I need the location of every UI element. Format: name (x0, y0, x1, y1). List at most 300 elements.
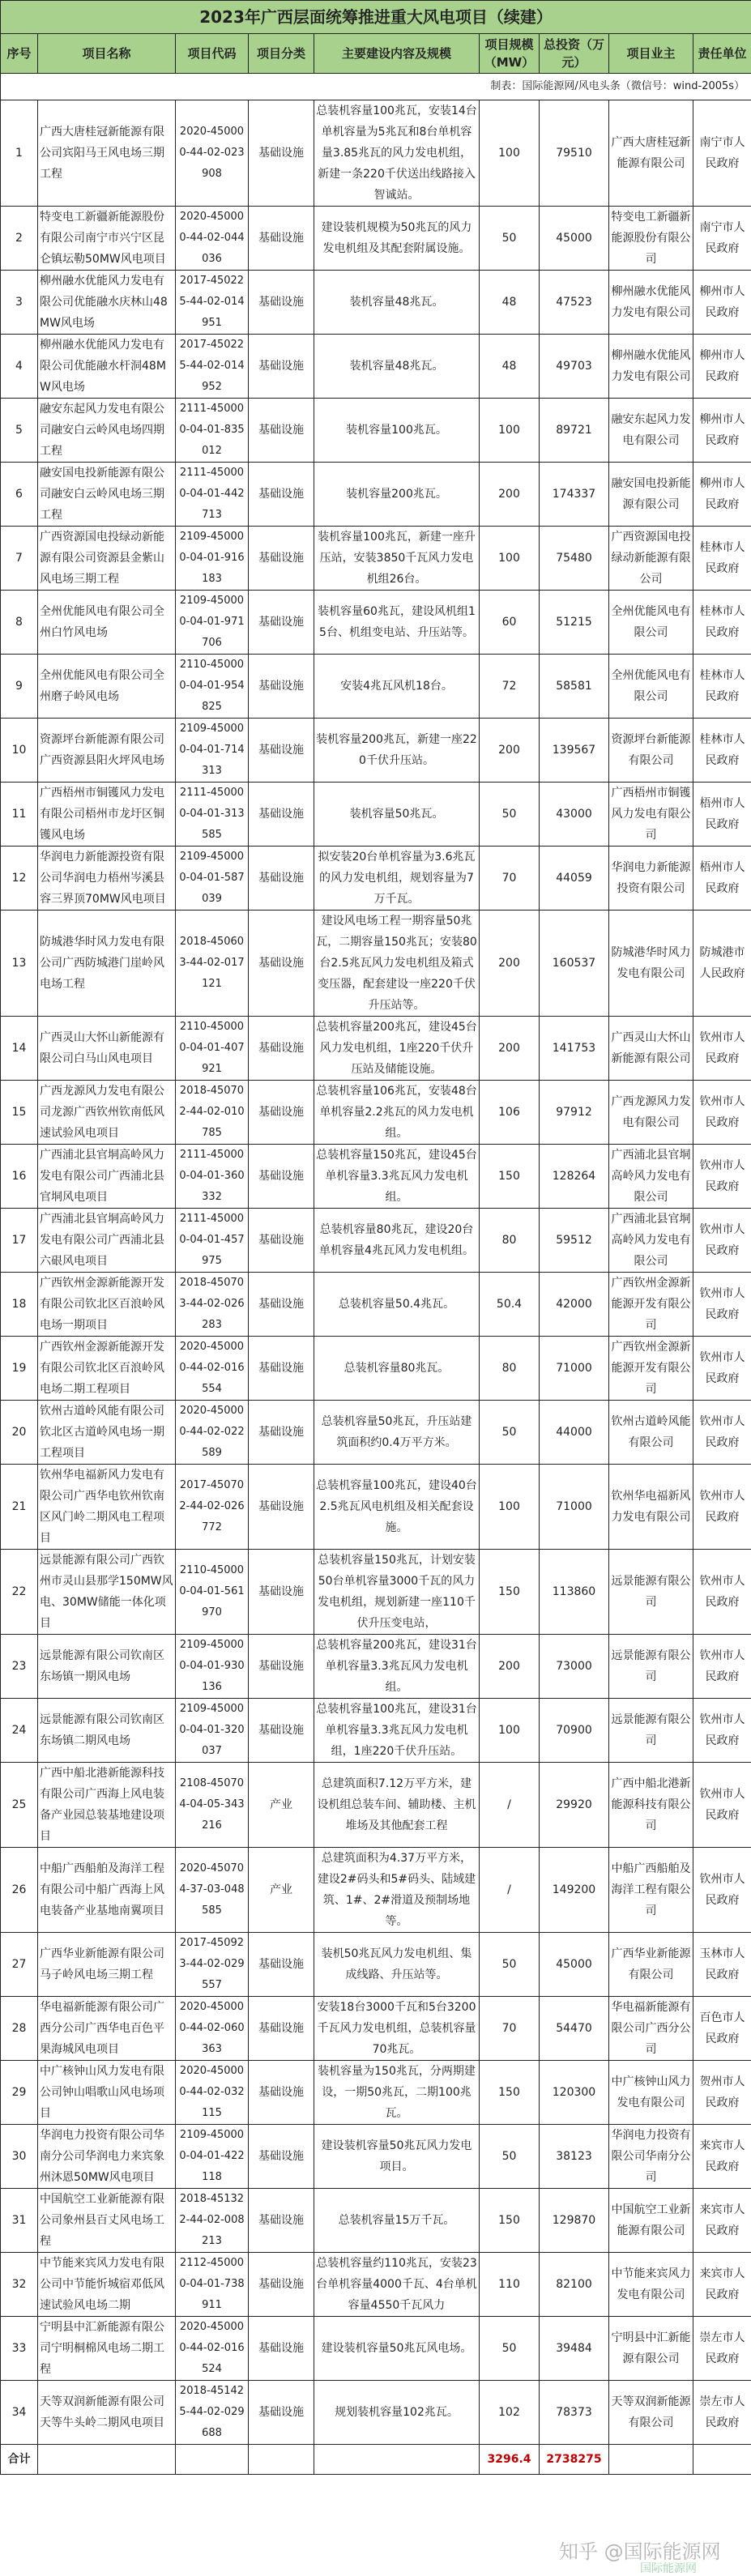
project-name: 柳州融水优能风力发电有限公司优能融水庆林山48MW风电场 (38, 271, 176, 335)
project-scale: 48 (480, 271, 540, 335)
table-row (1, 1145, 751, 1209)
project-scale: 106 (480, 1081, 540, 1145)
responsible-unit: 钦州市人民政府 (693, 1145, 751, 1209)
construction-content: 安装18台3000千瓦和5台3200千瓦风力发电机组，总装机容量70兆瓦。 (314, 1997, 480, 2061)
empty-cell (693, 2445, 751, 2475)
project-scale: 200 (480, 1635, 540, 1699)
project-category: 基础设施 (249, 527, 314, 591)
project-scale: 200 (480, 1017, 540, 1081)
project-code: 2020-450704-37-03-048585 (176, 1848, 249, 1933)
project-scale: 200 (480, 719, 540, 783)
responsible-unit: 柳州市人民政府 (693, 271, 751, 335)
project-category: 基础设施 (249, 1465, 314, 1550)
table-row (1, 399, 751, 463)
project-name: 广西钦州金源新能源开发有限公司钦北区百浪岭风电场一期项目 (38, 1273, 176, 1337)
project-owner: 远景能源有限公司 (609, 1550, 693, 1635)
responsible-unit: 来宾市人民政府 (693, 2125, 751, 2189)
project-name: 特变电工新疆新能源股份有限公司南宁市兴宁区昆仑镇坛勒50MW风电项目 (38, 207, 176, 271)
project-scale: 50 (480, 1933, 540, 1997)
header-col-responsible: 责任单位 (693, 34, 751, 74)
project-name: 远景能源有限公司钦南区东场镇二期风电场 (38, 1699, 176, 1763)
table-row (1, 1209, 751, 1273)
project-scale: 100 (480, 1699, 540, 1763)
responsible-unit: 梧州市人民政府 (693, 783, 751, 847)
construction-content: 装机容量为150兆瓦，分两期建设，一期50兆瓦，二期100兆瓦。 (314, 2061, 480, 2125)
project-code: 2112-450000-04-01-738911 (176, 2253, 249, 2317)
project-scale: 50 (480, 783, 540, 847)
table-row (1, 100, 751, 207)
row-index: 27 (1, 1933, 38, 1997)
table-row (1, 271, 751, 335)
construction-content: 拟安装20台单机容量为3.6兆瓦的风力发电机组，规划容量为7万千瓦。 (314, 847, 480, 911)
project-scale: / (480, 1763, 540, 1848)
construction-content: 建设装机规模为50兆瓦的风力发电机组及其配套附属设施。 (314, 207, 480, 271)
project-name: 资源坪台新能源有限公司广西资源县阳火坪风电场 (38, 719, 176, 783)
table-row (1, 527, 751, 591)
project-owner: 广西资源国电投绿动新能源有限公司 (609, 527, 693, 591)
row-index: 32 (1, 2253, 38, 2317)
row-index: 16 (1, 1145, 38, 1209)
row-index: 22 (1, 1550, 38, 1635)
table-row (1, 2061, 751, 2125)
total-investment: 47523 (540, 271, 609, 335)
responsible-unit: 桂林市人民政府 (693, 655, 751, 719)
project-owner: 中船广西船舶及海洋工程有限公司 (609, 1848, 693, 1933)
project-owner: 华润电力新能源投资有限公司 (609, 847, 693, 911)
project-owner: 柳州融水优能风力发电有限公司 (609, 335, 693, 399)
project-name: 钦州华电福新风力发电有限公司广西华电钦州钦南区风门岭二期风电工程项目 (38, 1465, 176, 1550)
table-row (1, 1763, 751, 1848)
project-name: 广西大唐桂冠新能源有限公司宾阳马王风电场三期工程 (38, 100, 176, 207)
table-row (1, 1081, 751, 1145)
row-index: 28 (1, 1997, 38, 2061)
total-investment: 79510 (540, 100, 609, 207)
project-scale: 80 (480, 1209, 540, 1273)
construction-content: 总装机容量80兆瓦，建设20台单机容量4兆瓦风力发电机组。 (314, 1209, 480, 1273)
row-index: 1 (1, 100, 38, 207)
construction-content: 规划装机容量102兆瓦。 (314, 2381, 480, 2445)
project-category: 基础设施 (249, 1933, 314, 1997)
table-row (1, 911, 751, 1017)
responsible-unit: 钦州市人民政府 (693, 1550, 751, 1635)
project-category: 基础设施 (249, 1550, 314, 1635)
row-index: 13 (1, 911, 38, 1017)
responsible-unit: 崇左市人民政府 (693, 2381, 751, 2445)
empty-cell (609, 2445, 693, 2475)
project-category: 基础设施 (249, 1699, 314, 1763)
project-owner: 融安国电投新能源有限公司 (609, 463, 693, 527)
project-name: 广西灵山大怀山新能源有限公司白马山风电项目 (38, 1017, 176, 1081)
table-row (1, 2253, 751, 2317)
total-investment: 51215 (540, 591, 609, 655)
row-index: 33 (1, 2317, 38, 2381)
watermark-logo: 国际能源网 (640, 2560, 697, 2576)
table-row (1, 1933, 751, 1997)
project-category: 基础设施 (249, 1337, 314, 1401)
project-owner: 资源坪台新能源有限公司 (609, 719, 693, 783)
watermark: 知乎 @国际能源网 (559, 2535, 721, 2564)
project-code: 2020-450000-44-02-023908 (176, 100, 249, 207)
project-scale: 110 (480, 2253, 540, 2317)
project-scale: 50 (480, 2317, 540, 2381)
total-investment: 89721 (540, 399, 609, 463)
project-code: 2109-450000-04-01-916183 (176, 527, 249, 591)
construction-content: 总装机容量100兆瓦，建设40台2.5兆瓦风电机组及相关配套设施。 (314, 1465, 480, 1550)
project-name: 宁明县中汇新能源有限公司宁明桐棉风电场二期工程 (38, 2317, 176, 2381)
project-name: 广西钦州金源新能源开发有限公司钦北区百浪岭风电场二期工程项目 (38, 1337, 176, 1401)
project-scale: 48 (480, 335, 540, 399)
empty-cell (249, 2445, 314, 2475)
project-owner: 广西钦州金源新能源开发有限公司 (609, 1337, 693, 1401)
row-index: 11 (1, 783, 38, 847)
table-row (1, 783, 751, 847)
project-category: 基础设施 (249, 1209, 314, 1273)
total-investment: 45000 (540, 1933, 609, 1997)
row-index: 31 (1, 2189, 38, 2253)
construction-content: 建设风电场工程一期容量50兆瓦，二期容量150兆瓦；安装80台2.5兆瓦风力发电机组及箱式变压器，配套建设一座220千伏升压站等。 (314, 911, 480, 1017)
project-scale: 150 (480, 1145, 540, 1209)
project-name: 全州优能风电有限公司全州白竹风电场 (38, 591, 176, 655)
responsible-unit: 钦州市人民政府 (693, 1763, 751, 1848)
row-index: 7 (1, 527, 38, 591)
responsible-unit: 柳州市人民政府 (693, 335, 751, 399)
row-index: 30 (1, 2125, 38, 2189)
table-row (1, 463, 751, 527)
total-investment: 71000 (540, 1465, 609, 1550)
project-owner: 广西灵山大怀山新能源有限公司 (609, 1017, 693, 1081)
project-category: 基础设施 (249, 271, 314, 335)
header-col-content: 主要建设内容及规模 (314, 34, 480, 74)
table-row (1, 655, 751, 719)
header-col-investment: 总投资（万元） (540, 34, 609, 74)
project-scale: 50 (480, 2125, 540, 2189)
total-investment: 59512 (540, 1209, 609, 1273)
table-title: 2023年广西层面统筹推进重大风电项目（续建） (1, 1, 751, 34)
project-name: 华润电力新能源投资有限公司华润电力梧州岑溪县容三界顶70MW风电项目 (38, 847, 176, 911)
total-label: 合计 (1, 2445, 38, 2475)
project-category: 基础设施 (249, 1081, 314, 1145)
total-investment: 42000 (540, 1273, 609, 1337)
header-col-code: 项目代码 (176, 34, 249, 74)
project-scale: 102 (480, 2381, 540, 2445)
project-name: 融安东起风力发电有限公司融安白云岭风电场四期工程 (38, 399, 176, 463)
responsible-unit: 南宁市人民政府 (693, 207, 751, 271)
row-index: 18 (1, 1273, 38, 1337)
row-index: 29 (1, 2061, 38, 2125)
project-scale: 50 (480, 207, 540, 271)
total-investment: 82100 (540, 2253, 609, 2317)
project-code: 2109-450000-04-01-930136 (176, 1635, 249, 1699)
responsible-unit: 钦州市人民政府 (693, 1465, 751, 1550)
total-investment: 149200 (540, 1848, 609, 1933)
row-index: 9 (1, 655, 38, 719)
project-code: 2111-450000-04-01-442713 (176, 463, 249, 527)
project-code: 2109-450000-04-01-714313 (176, 719, 249, 783)
construction-content: 建设装机容量50兆瓦风力发电项目。 (314, 2125, 480, 2189)
project-owner: 特变电工新疆新能源股份有限公司 (609, 207, 693, 271)
project-category: 基础设施 (249, 2189, 314, 2253)
project-scale: 150 (480, 2189, 540, 2253)
project-category: 产业 (249, 1848, 314, 1933)
project-owner: 远景能源有限公司 (609, 1635, 693, 1699)
project-owner: 天等双润新能源有限公司 (609, 2381, 693, 2445)
empty-cell (314, 2445, 480, 2475)
project-scale: 72 (480, 655, 540, 719)
construction-content: 装机容量48兆瓦。 (314, 271, 480, 335)
responsible-unit: 钦州市人民政府 (693, 1699, 751, 1763)
project-scale: 200 (480, 911, 540, 1017)
project-code: 2018-450703-44-02-026283 (176, 1273, 249, 1337)
construction-content: 总装机容量150兆瓦，计划安装50台单机容量3000千瓦的风力发电机组，规划新建一座110千伏升压变电站， (314, 1550, 480, 1635)
total-investment: 29920 (540, 1763, 609, 1848)
project-owner: 广西中船北港新能源科技有限公司 (609, 1763, 693, 1848)
project-code: 2110-450000-04-01-407921 (176, 1017, 249, 1081)
project-category: 基础设施 (249, 2381, 314, 2445)
project-scale: 70 (480, 847, 540, 911)
project-category: 基础设施 (249, 1997, 314, 2061)
project-category: 基础设施 (249, 2253, 314, 2317)
row-index: 19 (1, 1337, 38, 1401)
total-investment: 39484 (540, 2317, 609, 2381)
project-owner: 中国航空工业新能源有限公司 (609, 2189, 693, 2253)
total-investment: 71000 (540, 1337, 609, 1401)
table-row (1, 1273, 751, 1337)
construction-content: 总装机容量约110兆瓦，安装23台单机容量4000千瓦、4台单机容量4550千瓦风力 (314, 2253, 480, 2317)
project-code: 2018-450603-44-02-017121 (176, 911, 249, 1017)
responsible-unit: 崇左市人民政府 (693, 2317, 751, 2381)
total-investment: 128264 (540, 1145, 609, 1209)
table-row (1, 1635, 751, 1699)
project-owner: 广西大唐桂冠新能源有限公司 (609, 100, 693, 207)
project-owner: 防城港华时风力发电有限公司 (609, 911, 693, 1017)
project-category: 基础设施 (249, 1017, 314, 1081)
project-name: 防城港华时风力发电有限公司广西防城港门崖岭风电场工程 (38, 911, 176, 1017)
total-investment: 44059 (540, 847, 609, 911)
construction-content: 总装机容量15万千瓦。 (314, 2189, 480, 2253)
table-row (1, 1848, 751, 1933)
total-investment: 44000 (540, 1401, 609, 1465)
total-row (1, 2445, 751, 2475)
table-row (1, 207, 751, 271)
row-index: 3 (1, 271, 38, 335)
project-owner: 华润电力投资有限公司华南分公司 (609, 2125, 693, 2189)
project-category: 基础设施 (249, 463, 314, 527)
total-investment: 129870 (540, 2189, 609, 2253)
project-code: 2111-450000-04-01-457975 (176, 1209, 249, 1273)
total-investment: 49703 (540, 335, 609, 399)
project-category: 基础设施 (249, 1145, 314, 1209)
project-category: 基础设施 (249, 1635, 314, 1699)
project-code: 2110-450000-04-01-954825 (176, 655, 249, 719)
row-index: 4 (1, 335, 38, 399)
table-row (1, 1465, 751, 1550)
total-investment: 2738275 (540, 2445, 609, 2475)
project-scale: 100 (480, 527, 540, 591)
project-owner: 融安东起风力发电有限公司 (609, 399, 693, 463)
total-investment: 78373 (540, 2381, 609, 2445)
project-owner: 广西浦北县官垌高岭风力发电有限公司 (609, 1209, 693, 1273)
project-owner: 广西华业新能源有限公司 (609, 1933, 693, 1997)
project-code: 2018-450702-44-02-010785 (176, 1081, 249, 1145)
table-row (1, 1997, 751, 2061)
empty-cell (176, 2445, 249, 2475)
row-index: 6 (1, 463, 38, 527)
project-name: 全州优能风电有限公司全州磨子岭风电场 (38, 655, 176, 719)
responsible-unit: 钦州市人民政府 (693, 1273, 751, 1337)
responsible-unit: 钦州市人民政府 (693, 1337, 751, 1401)
project-code: 2018-451322-44-02-008213 (176, 2189, 249, 2253)
header-col-category: 项目分类 (249, 34, 314, 74)
source-note: 制表：国际能源网/风电头条（微信号：wind-2005s） (1, 74, 751, 100)
construction-content: 总装机容量50兆瓦，升压站建筑面积约0.4万平方米。 (314, 1401, 480, 1465)
project-category: 基础设施 (249, 847, 314, 911)
table-row (1, 2189, 751, 2253)
project-name: 融安国电投新能源有限公司融安白云岭风电场三期工程 (38, 463, 176, 527)
responsible-unit: 钦州市人民政府 (693, 1209, 751, 1273)
project-name: 广西华业新能源有限公司马子岭风电场三期工程 (38, 1933, 176, 1997)
total-investment: 73000 (540, 1635, 609, 1699)
project-code: 2110-450000-04-01-561970 (176, 1550, 249, 1635)
project-name: 华电福新能源有限公司广西分公司广西华电百色平果海城风电项目 (38, 1997, 176, 2061)
project-category: 基础设施 (249, 911, 314, 1017)
project-category: 基础设施 (249, 2125, 314, 2189)
row-index: 34 (1, 2381, 38, 2445)
table-row (1, 2317, 751, 2381)
total-investment: 160537 (540, 911, 609, 1017)
project-owner: 中节能来宾风力发电有限公司 (609, 2253, 693, 2317)
construction-content: 总装机容量150兆瓦，建设45台单机容量3.3兆瓦风力发电机组。 (314, 1145, 480, 1209)
total-investment: 75480 (540, 527, 609, 591)
project-owner: 广西钦州金源新能源开发有限公司 (609, 1273, 693, 1337)
header-col-index: 序号 (1, 34, 38, 74)
project-name: 天等双润新能源有限公司天等牛头岭二期风电项目 (38, 2381, 176, 2445)
header-row (1, 34, 751, 74)
project-code: 2109-450000-04-01-971706 (176, 591, 249, 655)
project-category: 基础设施 (249, 591, 314, 655)
project-code: 2017-450225-44-02-014952 (176, 335, 249, 399)
responsible-unit: 桂林市人民政府 (693, 719, 751, 783)
table-row (1, 335, 751, 399)
total-investment: 174337 (540, 463, 609, 527)
project-scale: 150 (480, 1550, 540, 1635)
construction-content: 建设装机容量50兆瓦风电场。 (314, 2317, 480, 2381)
total-investment: 113860 (540, 1550, 609, 1635)
project-scale: 80 (480, 1337, 540, 1401)
project-code: 2020-450000-44-02-016554 (176, 1337, 249, 1401)
project-code: 2020-450000-44-02-022589 (176, 1401, 249, 1465)
project-category: 基础设施 (249, 655, 314, 719)
responsible-unit: 桂林市人民政府 (693, 591, 751, 655)
total-investment: 120300 (540, 2061, 609, 2125)
project-code: 2111-450000-04-01-313585 (176, 783, 249, 847)
construction-content: 装机容量100兆瓦，新建一座升压站，安装3850千瓦风力发电机组26台。 (314, 527, 480, 591)
project-owner: 远景能源有限公司 (609, 1699, 693, 1763)
project-scale: 100 (480, 1465, 540, 1550)
table-row (1, 1337, 751, 1401)
project-owner: 柳州融水优能风力发电有限公司 (609, 271, 693, 335)
row-index: 24 (1, 1699, 38, 1763)
row-index: 26 (1, 1848, 38, 1933)
project-category: 基础设施 (249, 2061, 314, 2125)
project-name: 广西资源国电投绿动新能源有限公司资源县金紫山风电场三期工程 (38, 527, 176, 591)
project-owner: 宁明县中汇新能源有限公司 (609, 2317, 693, 2381)
header-col-scale: 项目规模（MW） (480, 34, 540, 74)
construction-content: 装机容量200兆瓦。 (314, 463, 480, 527)
project-scale: 150 (480, 2061, 540, 2125)
total-investment: 141753 (540, 1017, 609, 1081)
responsible-unit: 贺州市人民政府 (693, 2061, 751, 2125)
row-index: 25 (1, 1763, 38, 1848)
responsible-unit: 梧州市人民政府 (693, 847, 751, 911)
project-name: 中船广西船舶及海洋工程有限公司中船广西海上风电装备产业基地南翼项目 (38, 1848, 176, 1933)
row-index: 23 (1, 1635, 38, 1699)
project-name: 远景能源有限公司钦南区东场镇一期风电场 (38, 1635, 176, 1699)
project-code: 2109-450000-04-01-587039 (176, 847, 249, 911)
source-row (1, 74, 751, 100)
responsible-unit: 防城港市人民政府 (693, 911, 751, 1017)
project-category: 产业 (249, 1763, 314, 1848)
project-code: 2018-451425-44-02-029688 (176, 2381, 249, 2445)
project-category: 基础设施 (249, 100, 314, 207)
project-name: 中广核钟山风力发电有限公司钟山唱歌山风电场项目 (38, 2061, 176, 2125)
row-index: 15 (1, 1081, 38, 1145)
project-name: 广西浦北县官垌高岭风力发电有限公司广西浦北县官垌风电项目 (38, 1145, 176, 1209)
table-row (1, 591, 751, 655)
project-scale: 70 (480, 1997, 540, 2061)
row-index: 5 (1, 399, 38, 463)
project-name: 中节能来宾风力发电有限公司中节能忻城宿邓低风速试验风电场二期 (38, 2253, 176, 2317)
project-name: 钦州古道岭风能有限公司钦北区古道岭风电场一期工程项目 (38, 1401, 176, 1465)
construction-content: 总装机容量100兆瓦，安装14台单机容量为5兆瓦和8台单机容量3.85兆瓦的风力发电机组，新建一条220千伏送出线路接入智诚站。 (314, 100, 480, 207)
construction-content: 装机容量50兆瓦。 (314, 783, 480, 847)
project-category: 基础设施 (249, 719, 314, 783)
construction-content: 总装机容量50.4兆瓦。 (314, 1273, 480, 1337)
project-scale: 100 (480, 399, 540, 463)
total-mw: 3296.4 (480, 2445, 540, 2475)
construction-content: 装机容量100兆瓦。 (314, 399, 480, 463)
construction-content: 总装机容量80兆瓦。 (314, 1337, 480, 1401)
project-name: 华润电力投资有限公司华南分公司华润电力来宾象州沐恩50MW风电项目 (38, 2125, 176, 2189)
project-scale: 50 (480, 1401, 540, 1465)
row-index: 2 (1, 207, 38, 271)
project-name: 远景能源有限公司广西钦州市灵山县那学150MW风电、30MW储能一体化项目 (38, 1550, 176, 1635)
table-row (1, 1017, 751, 1081)
table-row (1, 2125, 751, 2189)
project-owner: 华电福新能源有限公司广西分公司 (609, 1997, 693, 2061)
total-investment: 54470 (540, 1997, 609, 2061)
table-row (1, 719, 751, 783)
table-row (1, 1699, 751, 1763)
construction-content: 总建筑面积7.12万平方米，建设机组总装车间、辅助楼、主机堆场及其他配套工程 (314, 1763, 480, 1848)
project-code: 2020-450000-44-02-016524 (176, 2317, 249, 2381)
row-index: 8 (1, 591, 38, 655)
header-col-name: 项目名称 (38, 34, 176, 74)
row-index: 10 (1, 719, 38, 783)
project-owner: 钦州华电福新风力发电有限公司 (609, 1465, 693, 1550)
project-owner: 广西龙源风力发电有限公司 (609, 1081, 693, 1145)
project-code: 2017-450225-44-02-014951 (176, 271, 249, 335)
responsible-unit: 玉林市人民政府 (693, 1933, 751, 1997)
project-owner: 广西浦北县官垌高岭风力发电有限公司 (609, 1145, 693, 1209)
responsible-unit: 柳州市人民政府 (693, 463, 751, 527)
total-investment: 97912 (540, 1081, 609, 1145)
construction-content: 总装机容量100兆瓦，建设31台单机容量3.3兆瓦风力发电机组，1座220千伏升压站。 (314, 1699, 480, 1763)
table-row (1, 1550, 751, 1635)
project-code: 2109-450000-04-01-422118 (176, 2125, 249, 2189)
project-code: 2020-450000-44-02-044036 (176, 207, 249, 271)
construction-content: 总装机容量200兆瓦，建设45台风力发电机组，1座220千伏升压站及储能设施。 (314, 1017, 480, 1081)
row-index: 17 (1, 1209, 38, 1273)
